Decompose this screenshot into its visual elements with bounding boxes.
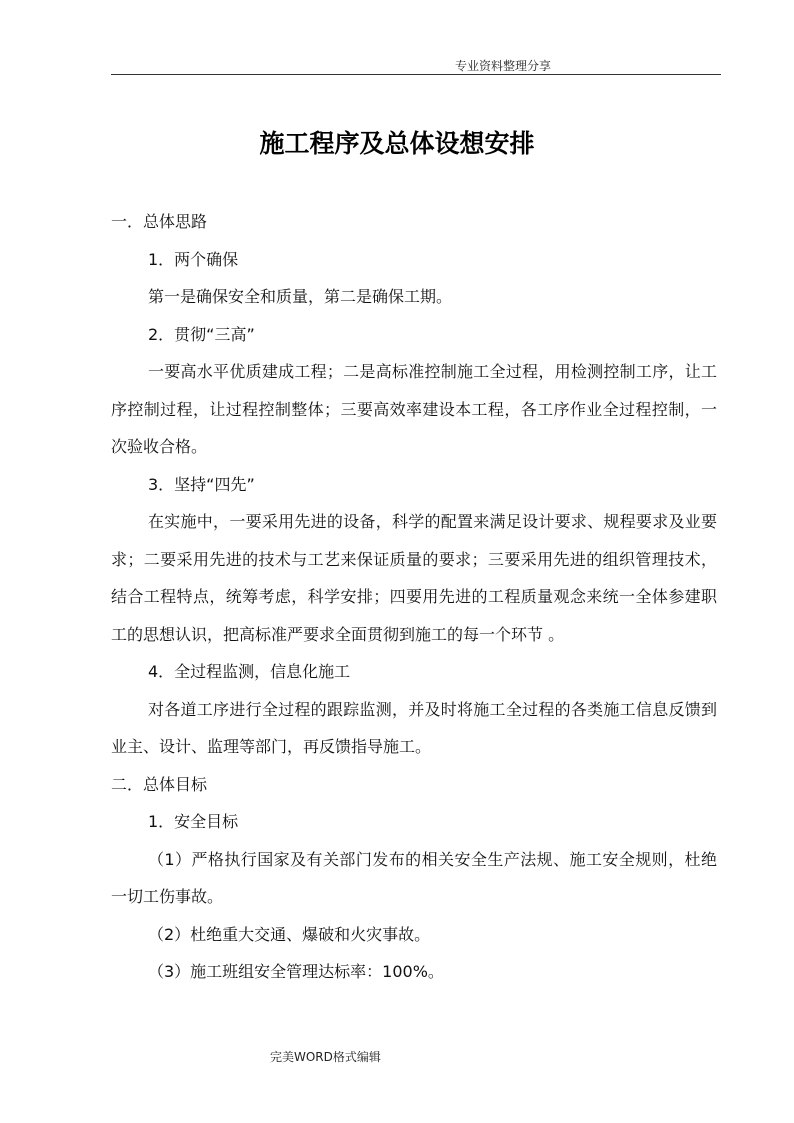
document-body xyxy=(111,203,717,991)
paragraph: 在实施中，一要采用先进的设备，科学的配置来满足设计要求、规程要求及业要求；二要采用先进的技术与工艺来保证质量的要求；三要采用先进的组织管理技术，结合工程特点，统筹考虑，科学安排；四要用先进的工程质量观念来统一全体参建职工的思想认识，把高标准严要求全面贯彻到施工的每一个环节 。 xyxy=(111,512,717,644)
paragraph: 第一是确保安全和质量，第二是确保工期。 xyxy=(148,287,453,306)
paragraph: （2）杜绝重大交通、爆破和火灾事故。 xyxy=(148,924,431,944)
paragraph: 一要高水平优质建成工程；二是高标准控制施工全过程，用检测控制工序，让工序控制过程，让过程控制整体；三要高效率建设本工程，各工序作业全过程控制，一次验收合格。 xyxy=(111,362,717,456)
document-title: 施工程序及总体设想安排 xyxy=(259,129,535,158)
paragraph: 对各道工序进行全过程的跟踪监测，并及时将施工全过程的各类施工信息反馈到业主、设计、监理等部门，再反馈指导施工。 xyxy=(111,699,717,756)
header-text: 专业资料整理分享 xyxy=(455,59,552,73)
paragraph: （3）施工班组安全管理达标率：100%。 xyxy=(148,962,444,981)
page-footer: 完美WORD格式编辑 xyxy=(270,1050,381,1064)
paragraph: （1）严格执行国家及有关部门发布的相关安全生产法规、施工安全规则，杜绝一切工伤事故。 xyxy=(111,849,717,906)
subsection-heading: 4．全过程监测，信息化施工 xyxy=(148,662,351,681)
section-heading: 一．总体思路 xyxy=(111,212,208,231)
header-rule xyxy=(111,74,721,75)
subsection-heading: 2．贯彻“三高” xyxy=(148,324,255,344)
subsection-heading: 1．安全目标 xyxy=(148,812,239,831)
subsection-heading: 3．坚持“四先” xyxy=(148,474,255,494)
section-heading: 二．总体目标 xyxy=(111,774,208,794)
subsection-heading: 1．两个确保 xyxy=(148,249,239,269)
